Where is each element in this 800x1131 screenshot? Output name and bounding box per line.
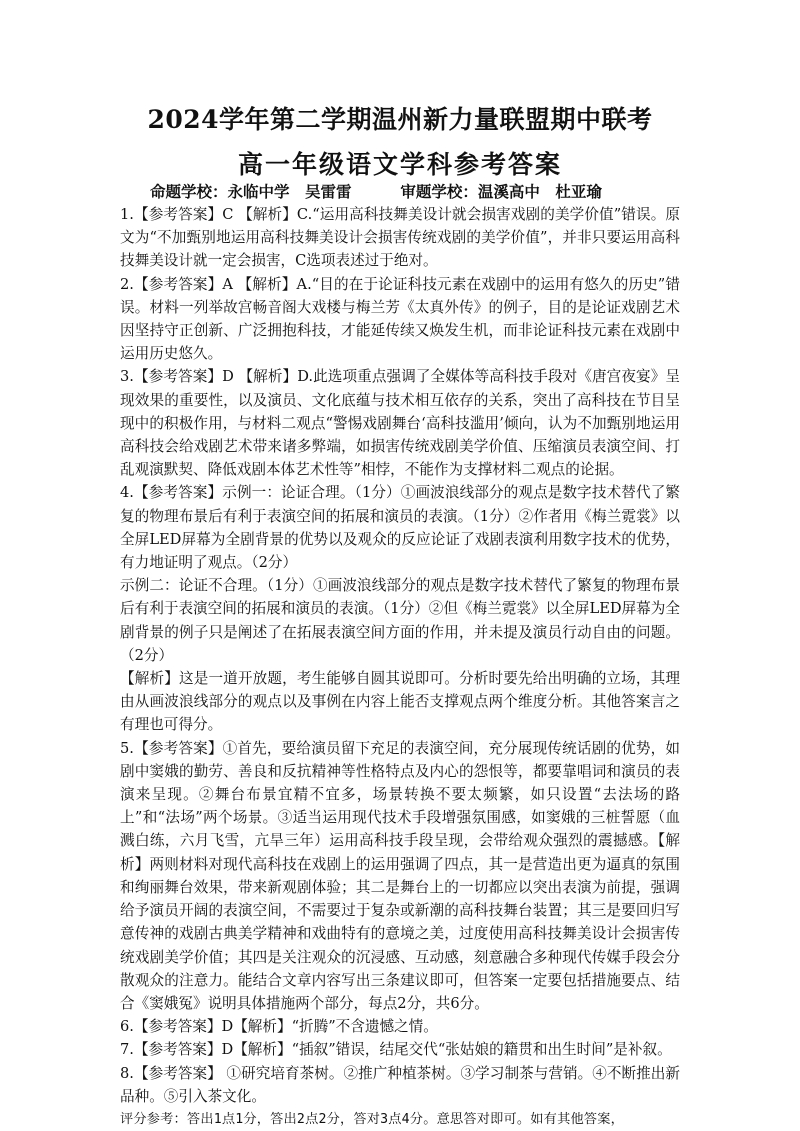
answer-q8: 8.【参考答案】 ①研究培育茶树。②推广种植茶树。③学习制茶与营销。④不断推出新品种。⑤引入茶文化。 xyxy=(120,1064,680,1105)
answer-q2: 2.【参考答案】A 【解析】A.“目的在于论证科技元素在戏剧中的运用有悠久的历史”错误。材料一列举故宫畅音阁大戏楼与梅兰芳《太真外传》的例子，目的是论证戏剧艺术因坚持守正创新、广泛拥抱科技，才能延传续又焕发生机，而非论证科技元素在戏剧中运用历史悠久。 xyxy=(120,275,680,363)
answer-q7: 7.【参考答案】D【解析】“插叙”错误，结尾交代“张姑娘的籍贯和出生时间”是补叙。 xyxy=(120,1041,672,1059)
reviewer-school: 审题学校：温溪高中 杜亚瑜 xyxy=(400,182,602,201)
author-info xyxy=(150,180,710,202)
answer-q4-analysis: 【解析】这是一道开放题，考生能够自圆其说即可。分析时要先给出明确的立场，其理由从画波浪线部分的观点以及事例在内容上能否支撑观点两个维度分析。其他答案言之有理也可得分。 xyxy=(120,670,680,734)
answer-q4-example1: 4.【参考答案】示例一：论证合理。（1分）①画波浪线部分的观点是数字技术替代了繁复的物理布景后有利于表演空间的拓展和演员的表演。（1分）②作者用《梅兰霓裳》以全屏LED屏幕为全剧背景的优势以及观众的反应论证了戏剧表演利用数字技术的优势，有力地证明了观点。（2分） xyxy=(120,484,680,572)
exam-title: 2024学年第二学期温州新力量联盟期中联考 xyxy=(147,105,653,134)
answer-q5: 5.【参考答案】①首先，要给演员留下充足的表演空间，充分展现传统话剧的优势，如剧中窦娥的勤劳、善良和反抗精神等性格特点及内心的怨恨等，都要靠唱词和演员的表演来呈现。②舞台布景宜精不宜多，场景转换不要太频繁，如只设置“去法场的路上”和“法场”两个场景。③适当运用现代技术手段增强氛围感，如窦娥的三桩誓愿（血溅白练，六月飞雪，亢旱三年）运用高科技手段呈现，会带给观众强烈的震撼感。【解析】两则材料对现代高科技在戏剧上的运用强调了四点，其一是营造出更为逼真的氛围和绚丽舞台效果，带来新观剧体验；其二是舞台上的一切都应以突出表演为前提，强调给予演员开阔的表演空间，不需要过于复杂或新潮的高科技舞台装置；其三是要回归写意传神的戏剧古典美学精神和戏曲特有的意境之美，过度使用高科技舞美设计会损害传统戏剧美学价值；其四是关注观众的沉浸感、互动感，刻意融合多种现代传媒手段会分散观众的注意力。能结合文章内容写出三条建议即可，但答案一定要包括措施要点、结合《窦娥冤》说明具体措施两个部分，每点2分，共6分。 xyxy=(120,739,680,1012)
answer-q6: 6.【参考答案】D【解析】“折腾”不含遗憾之情。 xyxy=(120,1018,438,1036)
answer-body xyxy=(120,203,680,1131)
answer-q3: 3.【参考答案】D 【解析】D.此选项重点强调了全媒体等高科技手段对《唐宫夜宴》呈现效果的重要性，以及演员、文化底蕴与技术相互依存的关系，突出了高科技在节目呈现中的积极作用，与材料二观点“警惕戏剧舞台‘高科技滥用’倾向，认为不加甄别地运用高科技会给戏剧艺术带来诸多弊端，如损害传统戏剧美学价值、压缩演员表演空间、打乱观演默契、降低戏剧本体艺术性等”相悖，不能作为支撑材料二观点的论据。 xyxy=(120,368,680,479)
proposer-school: 命题学校：永临中学 吴雷雷 xyxy=(150,182,352,201)
answer-q1: 1.【参考答案】C 【解析】C.“运用高科技舞美设计就会损害戏剧的美学价值”错误。原文为“不加甄别地运用高科技舞美设计会损害传统戏剧的美学价值”，并非只要运用高科技舞美设计就一定会损害，C选项表述过于绝对。 xyxy=(120,206,680,270)
answer-q4-example2: 示例二：论证不合理。（1分）①画波浪线部分的观点是数字技术替代了繁复的物理布景后有利于表演空间的拓展和演员的表演。（1分）②但《梅兰霓裳》以全屏LED屏幕为全剧背景的例子只是阐述了在拓展表演空间方面的作用，并未提及演员行动自由的问题。（2分） xyxy=(120,577,680,664)
scoring-reference: 评分参考：答出1点1分，答出2点2分，答对3点4分。意思答对即可。如有其他答案， xyxy=(120,1111,625,1127)
exam-subtitle: 高一年级语文学科参考答案 xyxy=(237,150,562,179)
